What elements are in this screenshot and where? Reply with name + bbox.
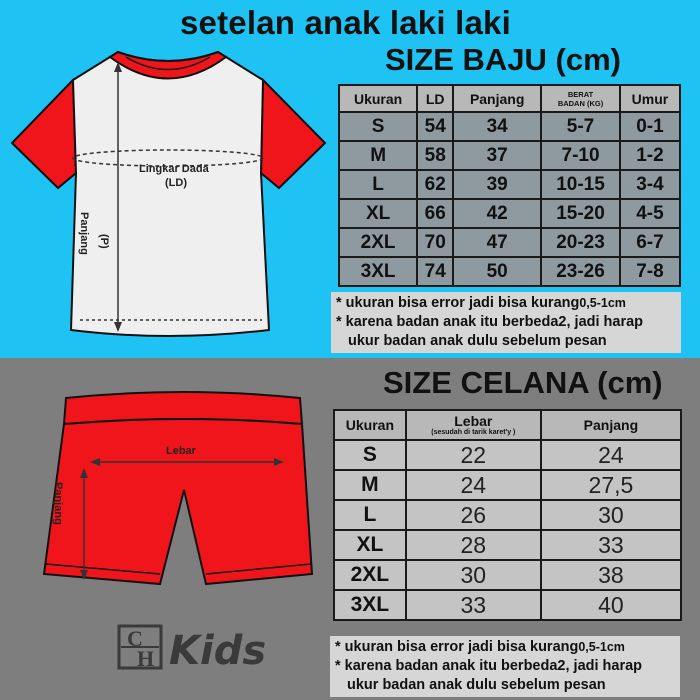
- column-header-subtitle: (sesudah di tarik karet'y ): [431, 428, 516, 436]
- size-cell: 3XL: [339, 257, 417, 286]
- umur-cell: 3-4: [620, 170, 680, 199]
- length-label: Panjang: [78, 212, 90, 255]
- size-cell: M: [334, 470, 406, 500]
- berat-cell: 10-15: [541, 170, 620, 199]
- panjang-cell: 27,5: [541, 470, 681, 500]
- baju-size-heading: SIZE BAJU (cm): [385, 42, 621, 77]
- table-row: [339, 112, 680, 141]
- baju-notes: [331, 292, 681, 353]
- column-header: Ukuran: [334, 410, 406, 440]
- ld-cell: 54: [417, 112, 453, 141]
- lebar-cell: 28: [406, 530, 541, 560]
- berat-cell: 15-20: [541, 199, 620, 228]
- umur-cell: 7-8: [620, 257, 680, 286]
- svg-text:C: C: [127, 626, 143, 651]
- umur-cell: 1-2: [620, 141, 680, 170]
- size-cell: L: [339, 170, 417, 199]
- column-header: Ukuran: [339, 85, 417, 112]
- baju-size-table: [338, 84, 681, 287]
- panjang-cell: 30: [541, 500, 681, 530]
- svg-text:Kids: Kids: [169, 628, 267, 672]
- umur-cell: 0-1: [620, 112, 680, 141]
- note-line: ukur badan anak dulu sebelum pesan: [347, 677, 606, 693]
- chest-label: Lingkar Dada: [139, 163, 209, 175]
- note-line: * ukuran bisa error jadi bisa kurang: [336, 295, 580, 311]
- note-small: 0,5-1cm: [579, 296, 626, 310]
- panjang-cell: 37: [453, 141, 541, 170]
- berat-cell: 23-26: [541, 257, 620, 286]
- panjang-cell: 47: [453, 228, 541, 257]
- panjang-cell: 42: [453, 199, 541, 228]
- column-header-line: BERAT: [567, 89, 594, 99]
- panjang-cell: 33: [541, 530, 681, 560]
- note-small: 0,5-1cm: [578, 640, 625, 654]
- lebar-cell: 33: [406, 590, 541, 620]
- note-line: ukur badan anak dulu sebelum pesan: [348, 333, 607, 349]
- svg-text:H: H: [137, 646, 155, 671]
- table-row: [334, 500, 681, 530]
- panjang-cell: 38: [541, 560, 681, 590]
- lebar-cell: 22: [406, 440, 541, 470]
- table-row: [339, 141, 680, 170]
- column-header-line: Lebar: [454, 412, 493, 429]
- table-header-row: [339, 85, 680, 112]
- table-row: [334, 440, 681, 470]
- lebar-cell: 24: [406, 470, 541, 500]
- ld-cell: 62: [417, 170, 453, 199]
- size-cell: S: [334, 440, 406, 470]
- berat-cell: 7-10: [541, 141, 620, 170]
- table-row: [339, 257, 680, 286]
- size-cell: 2XL: [339, 228, 417, 257]
- column-header: [541, 85, 620, 112]
- table-row: [334, 560, 681, 590]
- lebar-cell: 26: [406, 500, 541, 530]
- size-cell: XL: [339, 199, 417, 228]
- ld-cell: 66: [417, 199, 453, 228]
- note-line: * karena badan anak itu berbeda2, jadi harap: [335, 658, 643, 674]
- table-row: [334, 590, 681, 620]
- note-line: * ukuran bisa error jadi bisa kurang: [335, 639, 579, 655]
- berat-cell: 20-23: [541, 228, 620, 257]
- table-row: [334, 470, 681, 500]
- ch-kids-logo: [117, 622, 267, 672]
- shorts-length-label: Panjang: [52, 482, 64, 525]
- size-cell: S: [339, 112, 417, 141]
- celana-size-table: [333, 409, 682, 621]
- column-header: Panjang: [453, 85, 541, 112]
- length-abbr: (P): [98, 234, 110, 249]
- umur-cell: 4-5: [620, 199, 680, 228]
- table-row: [339, 228, 680, 257]
- width-label: Lebar: [166, 445, 196, 457]
- table-row: [334, 530, 681, 560]
- size-cell: XL: [334, 530, 406, 560]
- shorts-illustration: [0, 380, 330, 600]
- page-title: setelan anak laki laki: [180, 4, 511, 41]
- panjang-cell: 24: [541, 440, 681, 470]
- note-line: * karena badan anak itu berbeda2, jadi harap: [336, 314, 644, 330]
- column-header: LD: [417, 85, 453, 112]
- size-cell: 2XL: [334, 560, 406, 590]
- ld-cell: 70: [417, 228, 453, 257]
- chest-abbr: (LD): [165, 177, 187, 189]
- panjang-cell: 34: [453, 112, 541, 141]
- table-header-row: [334, 410, 681, 440]
- celana-size-heading: SIZE CELANA (cm): [383, 365, 663, 400]
- column-header-line: BADAN (KG): [557, 98, 604, 108]
- panjang-cell: 39: [453, 170, 541, 199]
- size-cell: M: [339, 141, 417, 170]
- column-header: Panjang: [541, 410, 681, 440]
- column-header: Umur: [620, 85, 680, 112]
- panjang-cell: 50: [453, 257, 541, 286]
- lebar-cell: 30: [406, 560, 541, 590]
- berat-cell: 5-7: [541, 112, 620, 141]
- table-row: [339, 199, 680, 228]
- celana-notes: [330, 636, 680, 697]
- umur-cell: 6-7: [620, 228, 680, 257]
- size-cell: 3XL: [334, 590, 406, 620]
- size-cell: L: [334, 500, 406, 530]
- panjang-cell: 40: [541, 590, 681, 620]
- logo-mark: [117, 622, 267, 672]
- ld-cell: 58: [417, 141, 453, 170]
- column-header: [406, 410, 541, 440]
- ld-cell: 74: [417, 257, 453, 286]
- table-row: [339, 170, 680, 199]
